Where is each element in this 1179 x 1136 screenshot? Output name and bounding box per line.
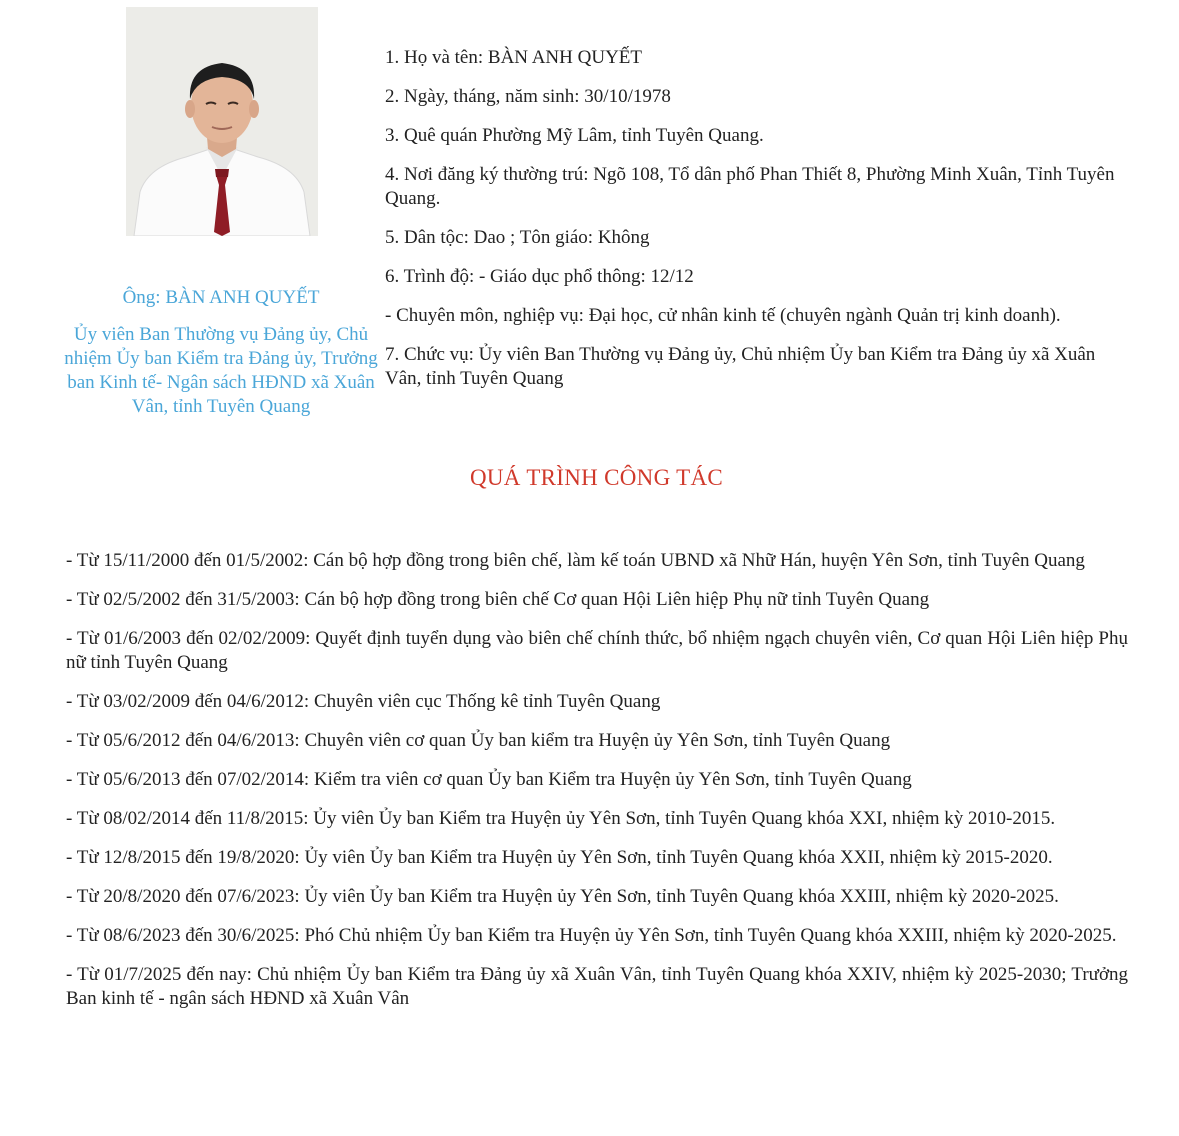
info-item-specialty: - Chuyên môn, nghiệp vụ: Đại học, cử nhân kinh tế (chuyên ngành Quản trị kinh doanh). bbox=[385, 305, 1061, 326]
info-item-education: 6. Trình độ: - Giáo dục phổ thông: 12/12 bbox=[385, 266, 694, 287]
history-item: - Từ 05/6/2013 đến 07/02/2014: Kiểm tra viên cơ quan Ủy ban Kiểm tra Huyện ủy Yên Sơn, tỉnh Tuyên Quang bbox=[66, 769, 912, 790]
info-item-position: 7. Chức vụ: Ủy viên Ban Thường vụ Đảng ủy, Chủ nhiệm Ủy ban Kiểm tra Đảng ủy xã Xuân Vân, tỉnh Tuyên Quang bbox=[385, 344, 1096, 389]
caption-title: Ủy viên Ban Thường vụ Đảng ủy, Chủ nhiệm Ủy ban Kiểm tra Đảng ủy, Trưởng ban Kinh tế- Ngân sách HĐND xã Xuân Vân, tỉnh Tuyên Quang bbox=[64, 324, 378, 417]
profile-caption bbox=[62, 286, 380, 419]
history-item: - Từ 05/6/2012 đến 04/6/2013: Chuyên viên cơ quan Ủy ban kiểm tra Huyện ủy Yên Sơn, tỉnh Tuyên Quang bbox=[66, 730, 891, 751]
history-item: - Từ 15/11/2000 đến 01/5/2002: Cán bộ hợp đồng trong biên chế, làm kế toán UBND xã Nhữ Hán, huyện Yên Sơn, tỉnh Tuyên Quang bbox=[66, 550, 1085, 571]
info-item-ethnicity: 5. Dân tộc: Dao ; Tôn giáo: Không bbox=[385, 227, 650, 248]
info-item-name: 1. Họ và tên: BÀN ANH QUYẾT bbox=[385, 47, 643, 68]
personal-info bbox=[385, 46, 1135, 406]
history-item: - Từ 12/8/2015 đến 19/8/2020: Ủy viên Ủy ban Kiểm tra Huyện ủy Yên Sơn, tỉnh Tuyên Quang khóa XXII, nhiệm kỳ 2015-2020. bbox=[66, 847, 1053, 868]
history-item: - Từ 08/02/2014 đến 11/8/2015: Ủy viên Ủy ban Kiểm tra Huyện ủy Yên Sơn, tỉnh Tuyên Quang khóa XXI, nhiệm kỳ 2010-2015. bbox=[66, 808, 1056, 829]
portrait-illustration bbox=[126, 7, 318, 236]
info-item-residence: 4. Nơi đăng ký thường trú: Ngõ 108, Tổ dân phố Phan Thiết 8, Phường Minh Xuân, Tỉnh Tuyên Quang. bbox=[385, 164, 1115, 209]
portrait-photo bbox=[126, 7, 318, 236]
history-item: - Từ 03/02/2009 đến 04/6/2012: Chuyên viên cục Thống kê tỉnh Tuyên Quang bbox=[66, 691, 661, 712]
history-item: - Từ 01/7/2025 đến nay: Chủ nhiệm Ủy ban Kiểm tra Đảng ủy xã Xuân Vân, tỉnh Tuyên Quang khóa XXIV, nhiệm kỳ 2025-2030; Trưởng Ban kinh tế - ngân sách HĐND xã Xuân Vân bbox=[66, 964, 1128, 1009]
history-item: - Từ 01/6/2003 đến 02/02/2009: Quyết định tuyển dụng vào biên chế chính thức, bổ nhiệm ngạch chuyên viên, Cơ quan Hội Liên hiệp Phụ nữ tỉnh Tuyên Quang bbox=[66, 628, 1128, 673]
history-item: - Từ 02/5/2002 đến 31/5/2003: Cán bộ hợp đồng trong biên chế Cơ quan Hội Liên hiệp Phụ nữ tỉnh Tuyên Quang bbox=[66, 589, 930, 610]
history-item: - Từ 20/8/2020 đến 07/6/2023: Ủy viên Ủy ban Kiểm tra Huyện ủy Yên Sơn, tỉnh Tuyên Quang khóa XXIII, nhiệm kỳ 2020-2025. bbox=[66, 886, 1059, 907]
work-history bbox=[66, 549, 1128, 1026]
section-title: QUÁ TRÌNH CÔNG TÁC bbox=[469, 465, 724, 490]
info-item-birthdate: 2. Ngày, tháng, năm sinh: 30/10/1978 bbox=[385, 86, 671, 107]
caption-name: Ông: BÀN ANH QUYẾT bbox=[122, 287, 320, 308]
history-item: - Từ 08/6/2023 đến 30/6/2025: Phó Chủ nhiệm Ủy ban Kiểm tra Huyện ủy Yên Sơn, tỉnh Tuyên Quang khóa XXIII, nhiệm kỳ 2020-2025. bbox=[66, 925, 1117, 946]
info-item-hometown: 3. Quê quán Phường Mỹ Lâm, tỉnh Tuyên Quang. bbox=[385, 125, 764, 146]
